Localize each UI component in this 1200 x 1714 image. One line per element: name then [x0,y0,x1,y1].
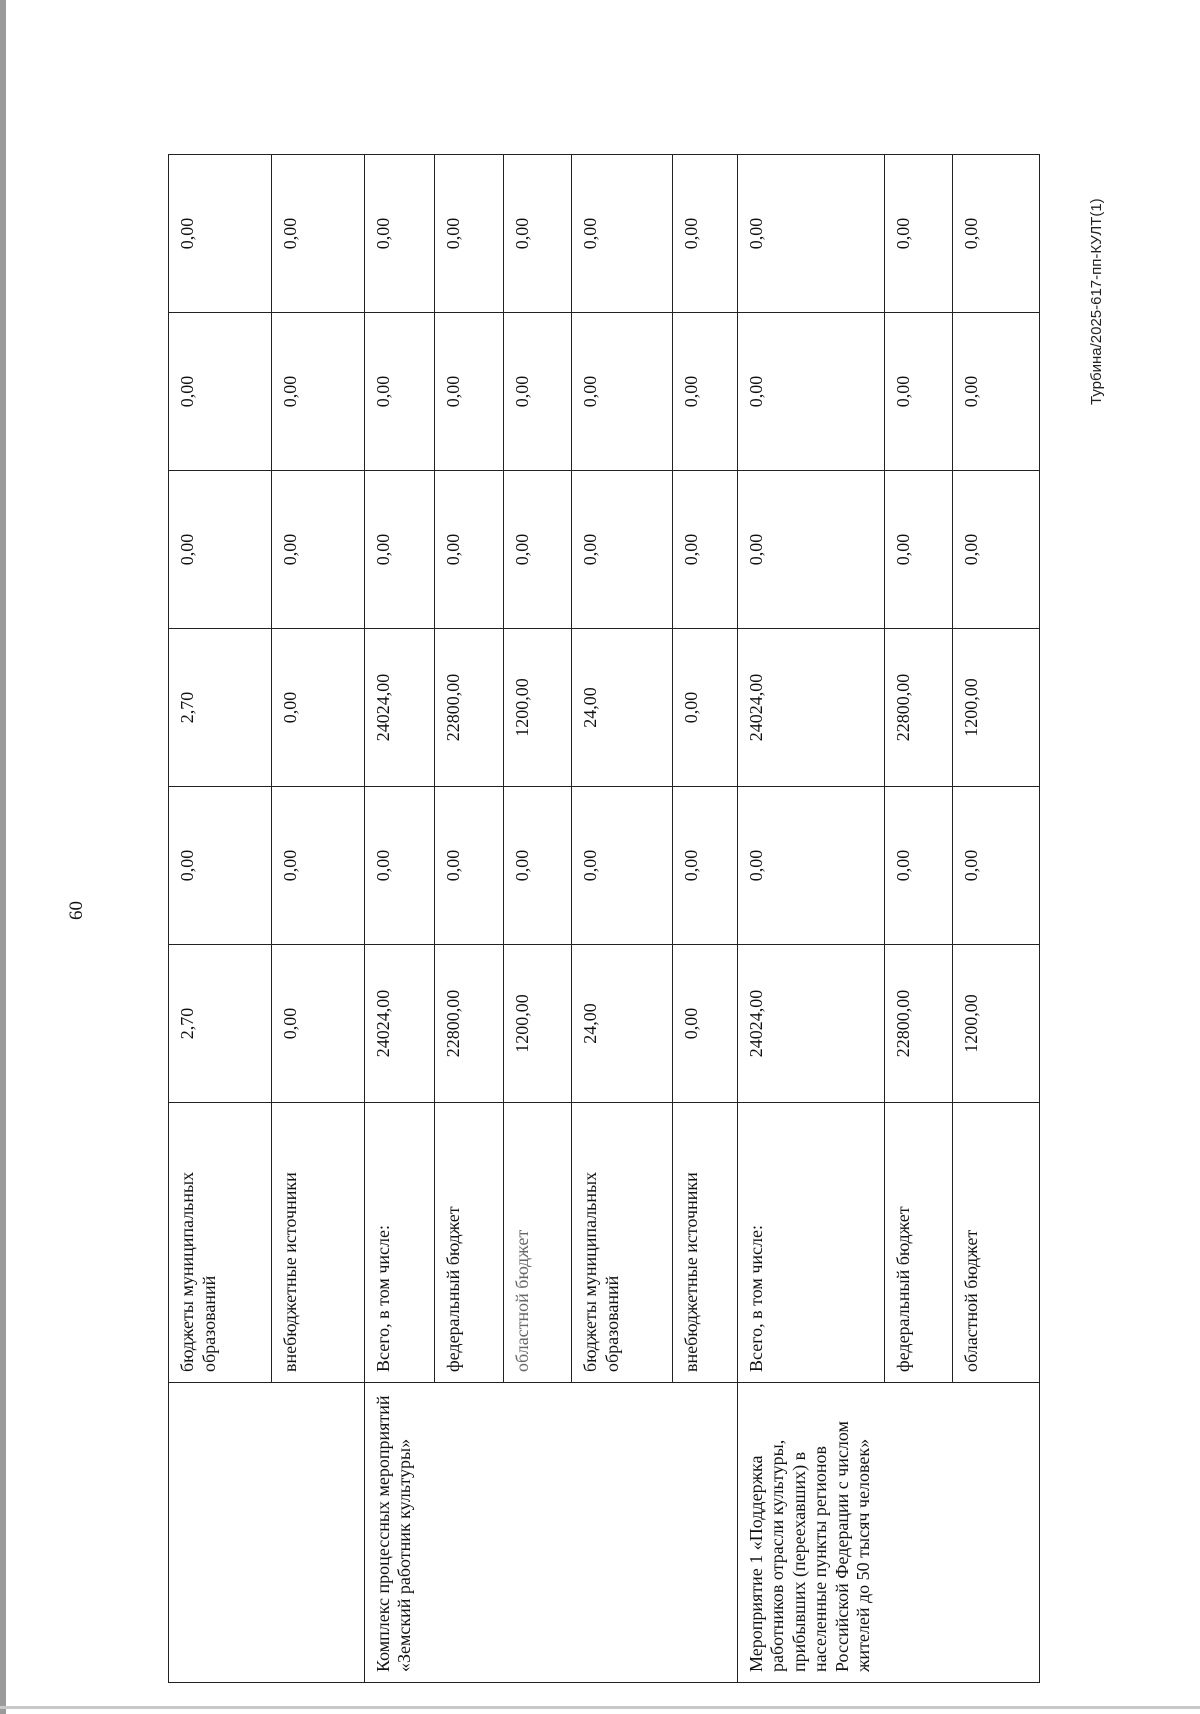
value-cell: 22800,00 [435,629,504,787]
scan-edge [0,0,6,1714]
value-cell: 1200,00 [503,629,572,787]
table-row [737,155,884,1683]
funding-source-cell: бюджеты муниципальных образований [169,1103,272,1383]
value-cell: 2,70 [169,945,272,1103]
value-cell: 0,00 [503,313,572,471]
value-cell: 0,00 [169,787,272,945]
value-cell: 0,00 [435,313,504,471]
funding-source-cell: областной бюджет [503,1103,572,1383]
value-cell: 0,00 [953,155,1040,313]
value-cell: 0,00 [572,155,673,313]
value-cell: 0,00 [953,471,1040,629]
value-cell: 1200,00 [953,629,1040,787]
page-number: 60 [66,901,87,920]
table-row [364,155,435,1683]
value-cell: 0,00 [673,313,738,471]
value-cell: 0,00 [435,155,504,313]
value-cell: 24024,00 [364,629,435,787]
value-cell: 0,00 [884,471,953,629]
value-cell: 0,00 [737,155,884,313]
value-cell: 0,00 [271,945,364,1103]
activity-cell [169,1383,365,1683]
value-cell: 0,00 [169,313,272,471]
value-cell: 24,00 [572,629,673,787]
value-cell: 22800,00 [884,945,953,1103]
value-cell: 0,00 [673,155,738,313]
value-cell: 0,00 [271,787,364,945]
value-cell: 0,00 [673,945,738,1103]
value-cell: 24024,00 [737,945,884,1103]
value-cell: 24024,00 [737,629,884,787]
value-cell: 0,00 [673,629,738,787]
value-cell: 0,00 [572,787,673,945]
value-cell: 0,00 [364,471,435,629]
document-code: Турбина/2025-617-пп-КУЛТ(1) [1088,198,1105,405]
value-cell: 0,00 [435,787,504,945]
value-cell: 0,00 [884,155,953,313]
value-cell: 0,00 [737,471,884,629]
value-cell: 0,00 [953,313,1040,471]
funding-table-container [168,155,1040,1683]
value-cell: 22800,00 [435,945,504,1103]
value-cell: 0,00 [271,313,364,471]
value-cell: 0,00 [572,313,673,471]
funding-table [168,154,1040,1683]
value-cell: 0,00 [673,471,738,629]
value-cell: 0,00 [737,313,884,471]
value-cell: 0,00 [737,787,884,945]
value-cell: 0,00 [503,787,572,945]
value-cell: 0,00 [884,313,953,471]
value-cell: 0,00 [572,471,673,629]
table-row [169,155,272,1683]
activity-cell: Комплекс процессных мероприятий «Земский работник культуры» [364,1383,737,1683]
scan-bottom-edge [0,1706,1200,1709]
value-cell: 0,00 [953,787,1040,945]
value-cell: 0,00 [364,155,435,313]
value-cell: 22800,00 [884,629,953,787]
value-cell: 0,00 [435,471,504,629]
value-cell: 0,00 [503,155,572,313]
value-cell: 0,00 [169,471,272,629]
value-cell: 0,00 [271,629,364,787]
funding-source-cell: областной бюджет [953,1103,1040,1383]
funding-source-cell: федеральный бюджет [884,1103,953,1383]
value-cell: 0,00 [364,313,435,471]
funding-source-cell: внебюджетные источники [673,1103,738,1383]
activity-cell: Мероприятие 1 «Поддержка работников отрасли культуры, прибывших (переехавших) в населенные пункты регионов Российской Федерации с числом жителей до 50 тысяч человек» [737,1383,1039,1683]
value-cell: 1200,00 [503,945,572,1103]
funding-source-cell: внебюджетные источники [271,1103,364,1383]
value-cell: 0,00 [271,471,364,629]
funding-source-cell: федеральный бюджет [435,1103,504,1383]
value-cell: 24,00 [572,945,673,1103]
value-cell: 2,70 [169,629,272,787]
value-cell: 0,00 [169,155,272,313]
value-cell: 0,00 [364,787,435,945]
value-cell: 0,00 [673,787,738,945]
value-cell: 0,00 [271,155,364,313]
value-cell: 0,00 [884,787,953,945]
funding-source-cell: Всего, в том числе: [737,1103,884,1383]
funding-source-cell: Всего, в том числе: [364,1103,435,1383]
funding-source-cell: бюджеты муниципальных образований [572,1103,673,1383]
value-cell: 0,00 [503,471,572,629]
value-cell: 1200,00 [953,945,1040,1103]
value-cell: 24024,00 [364,945,435,1103]
